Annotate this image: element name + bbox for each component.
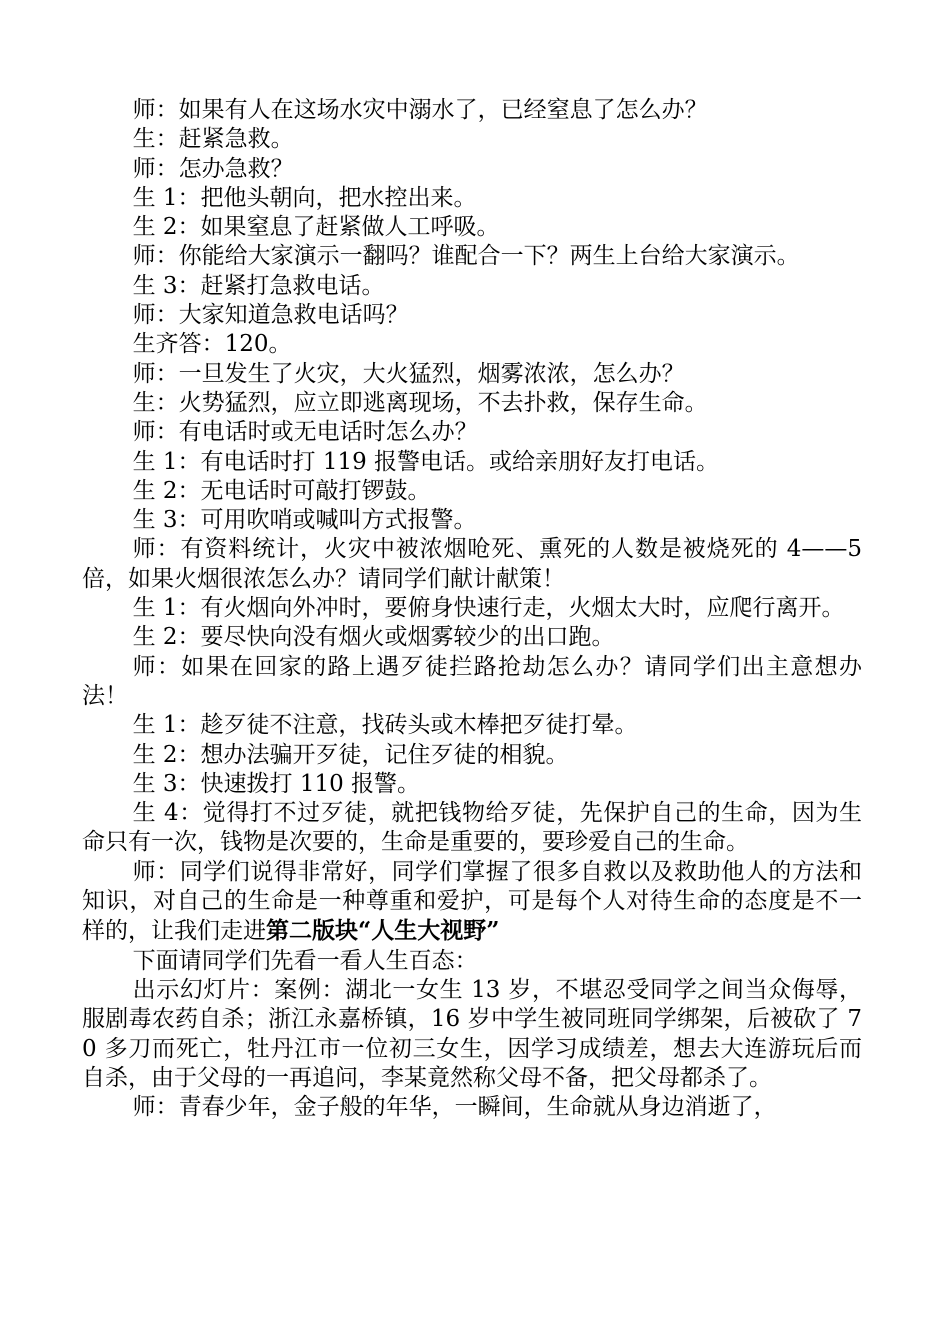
- paragraph-text: 生 3：可用吹哨或喊叫方式报警。: [132, 507, 477, 534]
- paragraph: [82, 711, 862, 740]
- paragraph-text: 生 1：有火烟向外冲时，要俯身快速行走，火烟太大时，应爬行离开。: [132, 595, 845, 622]
- paragraph: [82, 184, 862, 213]
- paragraph-text: 师：有资料统计，火灾中被浓烟呛死、熏死的人数是被烧死的 4——5 倍，如果火烟很浓怎么办？请同学们献计献策！: [82, 536, 862, 592]
- paragraph: [82, 360, 862, 389]
- paragraph: [82, 976, 862, 1093]
- paragraph: [82, 770, 862, 799]
- section-heading-inline: 第二版块“人生大视野”: [266, 917, 500, 945]
- paragraph: [82, 594, 862, 623]
- paragraph: [82, 418, 862, 447]
- paragraph-text: 生 1：把他头朝向，把水控出来。: [132, 184, 477, 211]
- paragraph-text: 师：青春少年，金子般的年华，一瞬间，生命就从身边消逝了，: [132, 1094, 777, 1121]
- paragraph-text: 生 4：觉得打不过歹徒，就把钱物给歹徒，先保护自己的生命，因为生命只有一次，钱物是次要的，生命是重要的，要珍爱自己的生命。: [82, 800, 862, 856]
- paragraph-text: 生 2：想办法骗开歹徒，记住歹徒的相貌。: [132, 741, 569, 768]
- paragraph: [82, 506, 862, 535]
- paragraph: [82, 125, 862, 154]
- document-body: [82, 96, 862, 1122]
- paragraph: [82, 477, 862, 506]
- paragraph: [82, 242, 862, 271]
- paragraph-text: 生 2：要尽快向没有烟火或烟雾较少的出口跑。: [132, 624, 615, 651]
- paragraph-text: 生：火势猛烈，应立即逃离现场，不去扑救，保存生命。: [132, 389, 708, 416]
- paragraph: [82, 272, 862, 301]
- paragraph: [82, 535, 862, 594]
- paragraph: [82, 301, 862, 330]
- paragraph: [82, 96, 862, 125]
- paragraph-text: 生 3：快速拨打 110 报警。: [132, 770, 421, 797]
- paragraph-text: 师：如果在回家的路上遇歹徒拦路抢劫怎么办？请同学们出主意想办法！: [82, 653, 862, 709]
- paragraph: [82, 155, 862, 184]
- paragraph-text: 生 1：趁歹徒不注意，找砖头或木棒把歹徒打晕。: [132, 712, 638, 739]
- paragraph: [82, 741, 862, 770]
- paragraph: [82, 448, 862, 477]
- paragraph: [82, 858, 862, 947]
- paragraph: [82, 1093, 862, 1122]
- paragraph: [82, 330, 862, 359]
- paragraph: [82, 623, 862, 652]
- paragraph: [82, 947, 862, 976]
- paragraph-text: 师：有电话时或无电话时怎么办？: [132, 419, 478, 446]
- paragraph-text: 生：赶紧急救。: [132, 126, 294, 153]
- paragraph-text: 师：一旦发生了火灾，大火猛烈，烟雾浓浓，怎么办？: [132, 360, 685, 387]
- paragraph-text: 出示幻灯片：案例：湖北一女生 13 岁，不堪忍受同学之间当众侮辱，服剧毒农药自杀；浙江永嘉桥镇，16 岁中学生被同班同学绑架，后被砍了 70 多刀而死亡，牡丹江市一位初三女生，因学习成绩差，想去大连游玩后而自杀，由于父母的一再追问，李某竟然称父母不备，把父母都杀了。: [82, 976, 862, 1091]
- paragraph-text: 师：如果有人在这场水灾中溺水了，已经窒息了怎么办？: [132, 97, 708, 123]
- paragraph-text: 下面请同学们先看一看人生百态：: [132, 947, 478, 974]
- paragraph: [82, 389, 862, 418]
- paragraph: [82, 799, 862, 858]
- paragraph-text: 生齐答：120。: [132, 331, 292, 358]
- paragraph-text: 师：你能给大家演示一翻吗？谁配合一下？两生上台给大家演示。: [132, 243, 800, 270]
- paragraph-text: 生 2：无电话时可敲打锣鼓。: [132, 477, 431, 504]
- paragraph: [82, 653, 862, 712]
- paragraph-text: 师：怎办急救？: [132, 155, 294, 182]
- paragraph-text: 师：大家知道急救电话吗？: [132, 302, 409, 329]
- paragraph-text: 生 2：如果窒息了赶紧做人工呼吸。: [132, 214, 500, 241]
- paragraph-text: 生 3：赶紧打急救电话。: [132, 272, 385, 299]
- paragraph-text: 师：同学们说得非常好，同学们掌握了很多自救以及救助他人的方法和知识，对自己的生命是一种尊重和爱护，可是每个人对待生命的态度是不一样的，让我们走进: [82, 858, 862, 945]
- paragraph: [82, 213, 862, 242]
- paragraph-text: 生 1：有电话时打 119 报警电话。或给亲朋好友打电话。: [132, 448, 720, 475]
